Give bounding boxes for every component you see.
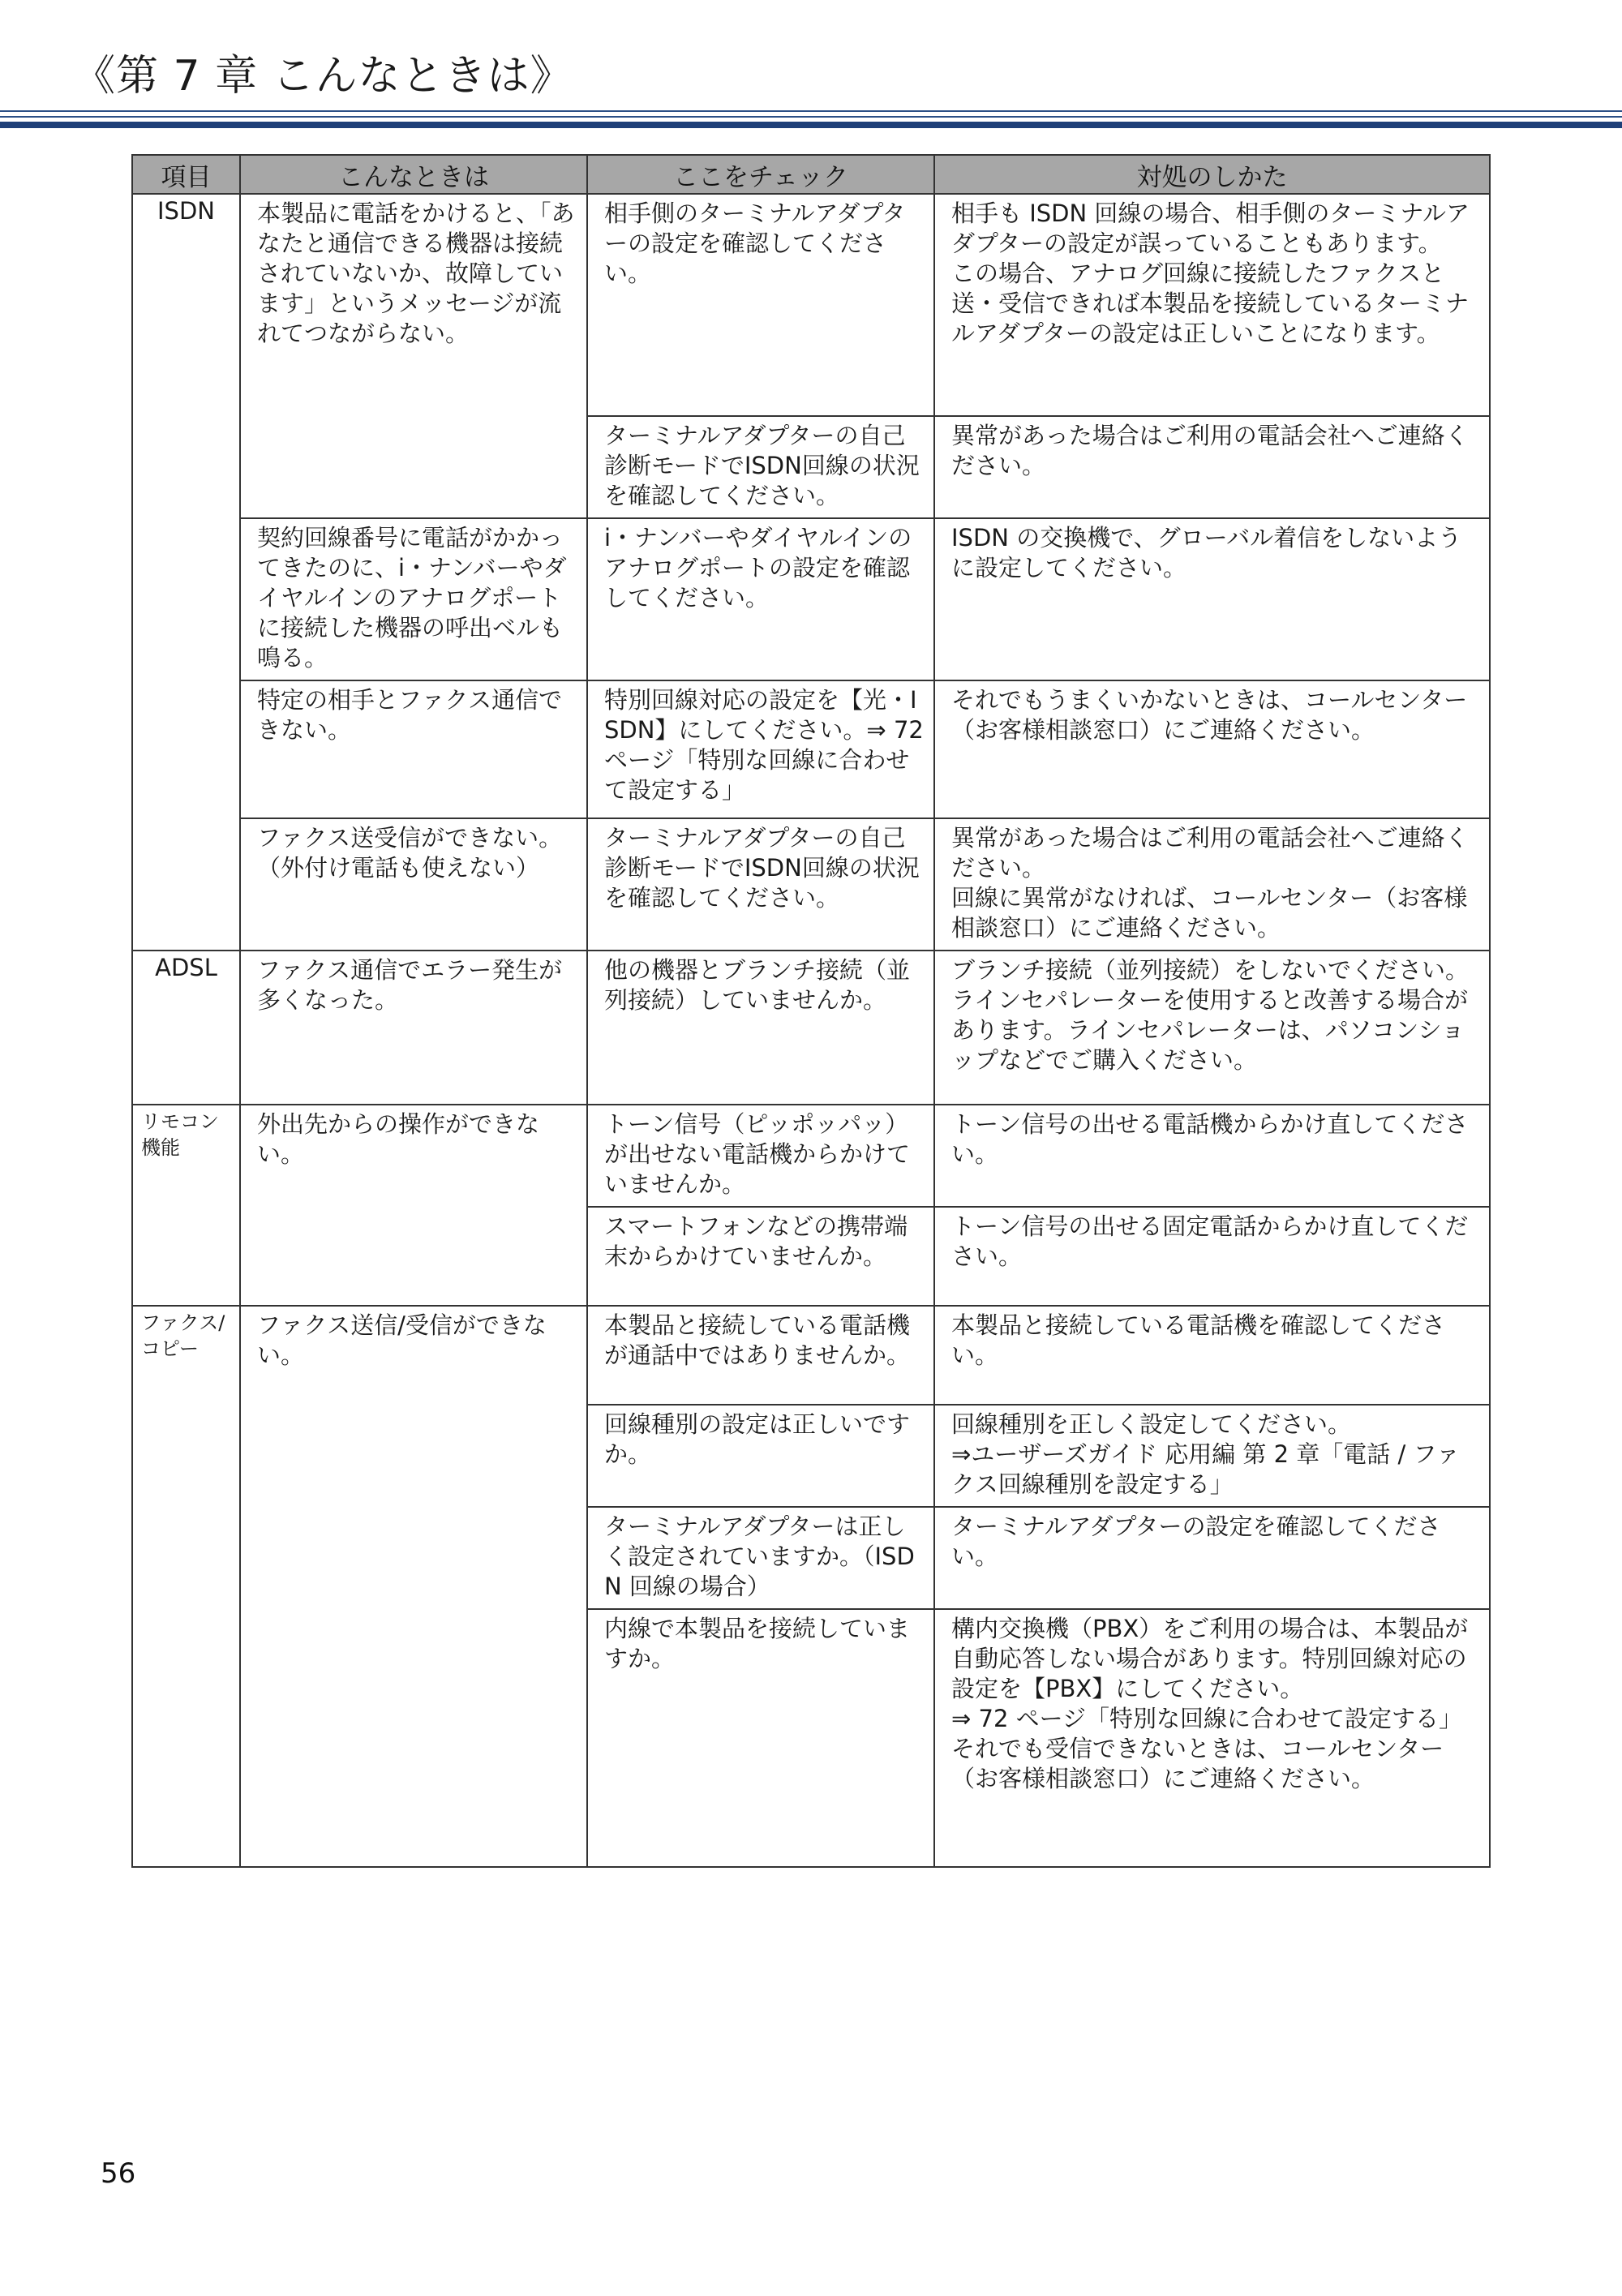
column-header-check: ここをチェック	[587, 155, 934, 194]
column-header-solution: 対処のしかた	[934, 155, 1490, 194]
table-row	[132, 1105, 1490, 1207]
check-cell: トーン信号（ピッポッパッ）が出せない電話機からかけていませんか。	[587, 1105, 934, 1207]
table-row	[132, 518, 1490, 680]
symptom-cell: ファクス通信でエラー発生が多くなった。	[240, 951, 587, 1105]
table-row	[132, 1306, 1490, 1405]
category-cell: ISDN	[132, 194, 240, 951]
column-header-symptom: こんなときは	[240, 155, 587, 194]
symptom-cell: 契約回線番号に電話がかかってきたのに、i・ナンバーやダイヤルインのアナログポートに接続した機器の呼出ベルも鳴る。	[240, 518, 587, 680]
category-cell: リモコン機能	[132, 1105, 240, 1306]
symptom-cell: 特定の相手とファクス通信できない。	[240, 680, 587, 818]
category-cell: ADSL	[132, 951, 240, 1105]
table-row	[132, 951, 1490, 1105]
header-rule-thin-middle	[0, 116, 1622, 118]
check-cell: 回線種別の設定は正しいですか。	[587, 1405, 934, 1507]
category-cell: ファクス/コピー	[132, 1306, 240, 1867]
solution-cell: トーン信号の出せる固定電話からかけ直してください。	[934, 1207, 1490, 1306]
header-rule-thin-top	[0, 110, 1622, 112]
solution-cell: ブランチ接続（並列接続）をしないでください。ラインセパレーターを使用すると改善する場合があります。ラインセパレーターは、パソコンショップなどでご購入ください。	[934, 951, 1490, 1105]
table-row	[132, 194, 1490, 416]
check-cell: i・ナンバーやダイヤルインのアナログポートの設定を確認してください。	[587, 518, 934, 680]
table-row	[132, 680, 1490, 818]
solution-cell: 異常があった場合はご利用の電話会社へご連絡ください。 回線に異常がなければ、コールセンター（お客様相談窓口）にご連絡ください。	[934, 818, 1490, 951]
table-row	[132, 818, 1490, 951]
solution-cell: 相手も ISDN 回線の場合、相手側のターミナルアダプターの設定が誤っていることもあります。 この場合、アナログ回線に接続したファクスと送・受信できれば本製品を接続しているターミナルアダプターの設定は正しいことになります。	[934, 194, 1490, 416]
solution-cell: 本製品と接続している電話機を確認してください。	[934, 1306, 1490, 1405]
symptom-cell: ファクス送受信ができない。 （外付け電話も使えない）	[240, 818, 587, 951]
table-header-row	[132, 155, 1490, 194]
check-cell: 内線で本製品を接続していますか。	[587, 1609, 934, 1867]
symptom-cell: 外出先からの操作ができない。	[240, 1105, 587, 1306]
solution-cell: ターミナルアダプターの設定を確認してください。	[934, 1507, 1490, 1609]
solution-cell: 異常があった場合はご利用の電話会社へご連絡ください。	[934, 416, 1490, 518]
page-number: 56	[101, 2157, 136, 2190]
check-cell: 特別回線対応の設定を【光・ISDN】にしてください。⇒ 72 ページ「特別な回線に合わせて設定する」	[587, 680, 934, 818]
column-header-category: 項目	[132, 155, 240, 194]
symptom-cell: 本製品に電話をかけると、「あなたと通信できる機器は接続されていないか、故障しています」というメッセージが流れてつながらない。	[240, 194, 587, 518]
check-cell: 他の機器とブランチ接続（並列接続）していませんか。	[587, 951, 934, 1105]
solution-cell: トーン信号の出せる電話機からかけ直してください。	[934, 1105, 1490, 1207]
check-cell: スマートフォンなどの携帯端末からかけていませんか。	[587, 1207, 934, 1306]
page-title: 《第 7 章 こんなときは》	[73, 52, 573, 101]
symptom-cell: ファクス送信/受信ができない。	[240, 1306, 587, 1867]
solution-cell: それでもうまくいかないときは、コールセンター（お客様相談窓口）にご連絡ください。	[934, 680, 1490, 818]
solution-cell: 構内交換機（PBX）をご利用の場合は、本製品が自動応答しない場合があります。特別回線対応の設定を【PBX】にしてください。 ⇒ 72 ページ「特別な回線に合わせて設定する」 それでも受信できないときは、コールセンター（お客様相談窓口）にご連絡ください。	[934, 1609, 1490, 1867]
check-cell: 本製品と接続している電話機が通話中ではありませんか。	[587, 1306, 934, 1405]
solution-cell: ISDN の交換機で、グローバル着信をしないように設定してください。	[934, 518, 1490, 680]
check-cell: ターミナルアダプターの自己診断モードでISDN回線の状況を確認してください。	[587, 818, 934, 951]
check-cell: ターミナルアダプターの自己診断モードでISDN回線の状況を確認してください。	[587, 416, 934, 518]
troubleshooting-table	[131, 154, 1491, 1868]
header-rule-thick	[0, 122, 1622, 128]
solution-cell: 回線種別を正しく設定してください。 ⇒ユーザーズガイド 応用編 第 2 章「電話 / ファクス回線種別を設定する」	[934, 1405, 1490, 1507]
check-cell: ターミナルアダプターは正しく設定されていますか。（ISDN 回線の場合）	[587, 1507, 934, 1609]
check-cell: 相手側のターミナルアダプターの設定を確認してください。	[587, 194, 934, 416]
